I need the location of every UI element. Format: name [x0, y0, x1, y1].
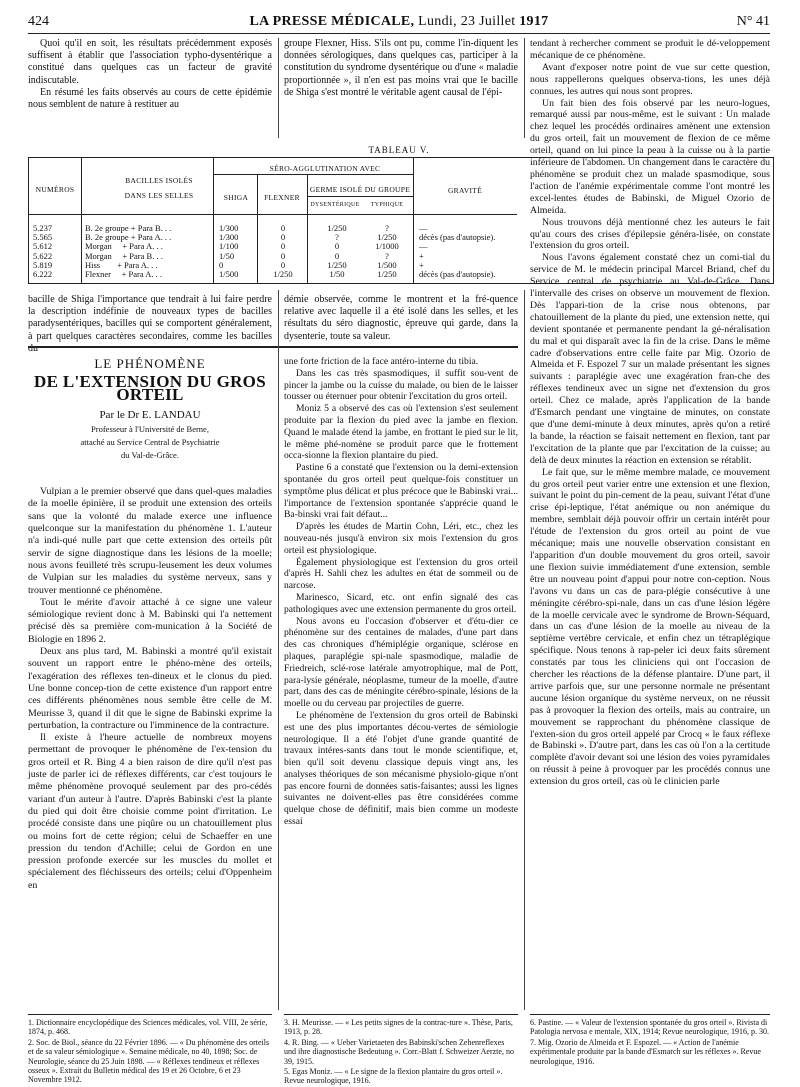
col-header-bacilles: BACILLES ISOLÉS — [125, 176, 193, 185]
journal-title — [28, 14, 770, 30]
paragraph: Avant d'exposer notre point de vue sur cette question, nous rappellerons quelques observa-tions, les unes déjà connues, les autres qui nous sont propres. — [530, 61, 770, 97]
footnote: 7. Mig. Ozorio de Almeida et F. Espozel. — « Action de l'anémie expérimentale produite par la bande d'Esmarch sur les réflexes ». Revue neurologique, 1916. — [530, 1037, 761, 1066]
author-affiliation: attaché au Service Central de Psychiatrie — [80, 437, 220, 448]
table-cell-gravite: — décès (pas d'autopsie). — + + décès (pas d'autopsie). — [419, 223, 496, 280]
paragraph: Vulpian a le premier observé que dans quel-ques maladies de la moelle épinière, il se produit une extension des orteils sans que la volonté du malade exerce une influence quelconque sur la manifestation du phénomène 1. L'auteur n'a indi-qué nulle part que cette extension des orteils pût servir de signe diagnostique dans les lésions de la moelle; nous avons feuilleté très scrupu-leusement les deux volumes de Vulpian sur les maladies du système nerveux, sans y trouver mentionné ce phénomène. — [28, 486, 272, 596]
paragraph: Un fait bien des fois observé par les neuro-logues, remarqué aussi par nous-même, est le suivant : Un malade chez lequel les procédés ordinaires amènent une extension du gros orteil, fait un mouvement de flexion de ce même orteil, quand on lui pince la peau à la cuisse ou à la partie inférieure de l'abdomen. Un changement dans le caractère du phénomène se produit chez un malade spasmodique, sous l'action de l'anémie expérimentale comme l'ont montré les excel-lentes études de Babinski, de Miguel Ozorio de Almeida. — [530, 97, 770, 216]
footnote: 6. Pastine. — « Valeur de l'extension spontanée du gros orteil ». Rivista di Patologia nervosa e mentale, XIX, 1914; Revue neurologique, 1916, p. 30. — [530, 1018, 770, 1037]
paragraph: une forte friction de la face antéro-interne du tibia. — [284, 356, 479, 367]
footnotes-column-1 — [28, 1018, 272, 1086]
paragraph: Dans les cas très spasmodiques, il suffit sou-vent de pincer la jambe ou la cuisse du malade, ou bien de le laisser tousser ou éternuer pour obtenir l'excitation du gros orteil. — [284, 367, 518, 403]
paragraph: Quoi qu'il en soit, les résultats précédemment exposés suffisent à établir que l'association typho-dysentérique a constitué dans quelques cas un facteur de gravité indiscutable. — [28, 38, 272, 86]
table-vline — [81, 158, 82, 283]
article-heading — [28, 358, 272, 460]
paragraph: Il existe à l'heure actuelle de nombreux moyens permettant de provoquer le phénomène de l'ex-tension du gros orteil et R. Bing 4 a bien raison de dire qu'il n'est pas juste de parler ici de réflexes différents, car c'est toujours le même phénomène provoqué seulement par des pro-cédés variant d'un auteur à l'autre. D'après Babinski c'est la plante du pied qui doit être choisie comme point d'irritation. Le procédé consiste dans une piqûre ou un chatouillement plus ou moins fort de cette région; celui de Schaeffer en une pression du tendon d'Achille; celui de Gordon en une pression profonde exercée sur les muscles du mollet et spécialement des fléchisseurs des orteils; celui d'Oppenheim en — [28, 732, 272, 891]
col-header-bacilles-sub: DANS LES SELLES — [124, 191, 194, 200]
paragraph: Le fait que, sur le même membre malade, ce mouvement du gros orteil peut varier entre une extension et une flexion, suivant le point du pin-cement de la peau, suivant l'état d'une crise épi-leptique, l'état anémique ou non anémique du membre, semblait déjà pouvoir offrir un certain intérêt pour l'étude de l'extension du gros orteil au point de vue mécanique; mais une nouvelle observation consistant en l'apparition d'un double mouvement du gros orteil, savoir une flexion suivie immédiatement d'une extension, semble être un nouveau point d'appui pour notre con-ception. Nous l'avons vu dans un cas de para-plégie consécutive à une méningite cérébro-spi-nale, dans un cas d'une lésion légère de la moelle cervicale avec le syndrome de Brown-Séquard, dans un cas d'une lésion de la moelle au niveau de la septième vertèbre cervicale, et enfin chez un tétraplégique spécifique. Nous tenons à rap-peler ici deux faits sûrement constatés par tous les cliniciens qui ont l'occasion de chercher les réactions de la défense plantaire. D'une part, il arrive parfois que, sur une personne normale ne présentant aucune lésion organique du système nerveux, on ne réussit pas à provoquer la flexion des orteils, mais au contraire, un mouvement se rapprochant du phénomène classique de l'exten-sion du gros orteil appelé par Crocq « le faux réflexe de Babinski ». D'autre part, dans les cas où l'on a la certitude complète d'avoir devant soi une lésion des voies pyramidales on réussit à peine à provoquer par les procédés connus une extension du gros orteil, cas où le clinicien parle — [530, 466, 770, 788]
article-column-1 — [28, 354, 272, 892]
col-header-flexner: FLEXNER — [264, 193, 300, 202]
table-cell-dysenterique: 1/250 ? 0 0 1/250 1/50 — [327, 223, 347, 280]
issue-number: N° 41 — [736, 14, 770, 29]
paragraph: tendant à rechercher comment se produit le dé-veloppement mécanique de ce phénomène. — [530, 38, 770, 61]
column-rule — [278, 290, 279, 1010]
col-header-numeros: NUMÉROS — [35, 185, 75, 194]
col-header-sero: SÉRO-AGGLUTINATION AVEC — [269, 164, 381, 173]
col-header-typhique: TYPHIQUE — [370, 202, 404, 208]
table-caption: TABLEAU V. — [368, 145, 430, 155]
paragraph: Tout le mérite d'avoir attaché à ce signe une valeur sémiologique revient donc à M. Babinski qui l'a nettement précisé dès sa première com-munication à la Société de Biologie en 1896 2. — [28, 596, 272, 645]
table-hline — [29, 214, 517, 215]
header-rule — [28, 33, 770, 34]
footnote-rule — [284, 1014, 518, 1015]
footnote: 5. Egas Moniz. — « Le signe de la flexion plantaire du gros orteil ». Revue neurologique, 1916. — [284, 1067, 503, 1086]
paragraph: En résumé les faits observés au cours de cette épidémie nous semblent de nature à restituer au — [28, 86, 272, 111]
article-separator — [28, 346, 518, 348]
column-rule — [524, 38, 525, 138]
paragraph: Également physiologique est l'extension du gros orteil d'après H. Sahli chez les adultes en état de sommeil ou de narcose. — [284, 556, 518, 592]
article-author: Par le Dr E. LANDAU — [99, 408, 201, 421]
table-cell-num: 5.237 5.565 5.612 5.622 5.819 6.222 — [33, 223, 53, 280]
paragraph: Pastine 6 a constaté que l'extension ou la demi-extension spontanée du gros orteil peut quelque-fois constituer un symptôme plus délicat et plus précoce que le Babinski vrai... l'importance de l'extension spontanée s'apprécie quand le Ba-binski vrai fait défaut... — [284, 462, 518, 521]
paragraph: Nous trouvons déjà mentionné chez les auteurs le fait qu'au cours des crises d'épilepsie généra-lisée, on constate l'extension du gros orteil. — [530, 216, 770, 252]
footnote: 2. Soc. de Biol., séance du 22 Février 1896. — « Du phénomène des orteils et de sa valeur sémiologique ». Semaine médicale, no 40, 1898; Soc. de Neurologie, séance du 25 Juin 1898. — « Réflexes tendineux et réflexes osseux ». Extrait du Bulletin médical des 19 et 26 Octobre, 6 et 23 Novembre 1912. — [28, 1037, 270, 1085]
journal-name: LA PRESSE MÉDICALE, — [249, 14, 415, 29]
article-column-3 — [530, 38, 770, 788]
table-cell-shiga: 1/300 1/300 1/100 1/50 0 1/500 — [219, 223, 239, 280]
footnote-rule — [28, 1014, 272, 1015]
article-title-small: LE PHÉNOMÈNE — [94, 356, 206, 371]
running-header — [28, 14, 770, 30]
paragraph: Marinesco, Sicard, etc. ont enfin signalé des cas pathologiques avec une extension permanente du gros orteil. — [284, 591, 518, 615]
table-cell-flexner: 0 0 0 0 0 1/250 — [273, 223, 293, 280]
issue-year: 1917 — [519, 14, 549, 29]
paragraph: Nous avons eu l'occasion d'observer et d'étu-dier ce phénomène sur des centaines de malades, d'une part dans des cas chroniques d'hémiplégie organique, sclérose en plaques, paraplégie spi-nale spasmodique, maladie de Friedreich, sclé-rose latérale amyotrophique, mal de Pott, para-lysie générale, néoplasme, tumeur de la moelle, d'autre part, dans des cas de méningite cérébro-spinale, lésions de la moelle ou du cerveau par projectiles de guerre. — [284, 615, 518, 710]
paragraph: Nous l'avons également constaté chez un comi-tial du service de M. le médecin principal Marcel Briand, chef du Service central de psychiatrie au Val-de-Grâce. Dans l'intervalle des crises on observe un mouvement de flexion. Dès l'appari-tion de la crise nous obtenons, par chatouillement de la plante du pied, une extension nette, qui devient spontanée et permanente pendant la gé-néralisation du mal et qui disparaît avec la fin de la crise. Dans le même cadre d'observations entre celle faite par Mig. Ozorio de Almeida et F. Espozel 7 sur un malade présentant les signes suivants : paraplégie avec une exagération fran-che des réflexes tendineux avec un signe net d'extension du gros orteil. Chez ce malade, après l'application de la bande d'Esmarch pendant une vingtaine de minutes, on constate que d'une demi-minute à deux minutes, après qu'on a retiré la bande, la réaction se faisait nettement en flexion, tant par l'excitation de la plante que par l'excitation de la cuisse; au delà de deux minutes la réaction en extension se rétablit. — [530, 252, 770, 466]
paragraph: bacille de Shiga l'importance que tendrait à lui faire perdre la description indéfinie de nouveaux types de bacilles paradysentériques, bacilles qui se comportent généralement, à part quelques caractères secondaires, comme les bacilles du — [28, 294, 272, 354]
column-rule — [278, 38, 279, 138]
table-vline — [213, 158, 214, 283]
footnote: 3. H. Meurisse. — « Les petits signes de la contrac-ture ». Thèse, Paris, 1913, p. 28. — [284, 1018, 513, 1037]
footnotes-column-2 — [284, 1018, 518, 1087]
table-hline — [307, 196, 413, 197]
author-affiliation: du Val-de-Grâce. — [121, 450, 179, 461]
table-vline — [257, 174, 258, 283]
paragraph: démie observée, comme le montrent et la fré-quence relative avec laquelle il a été isolé dans les selles, et les résultats du séro diagnostic, épreuve qui garde, dans la dysenterie, toute sa valeur. — [284, 294, 518, 342]
paragraph: Le phénomène de l'extension du gros orteil de Babinski est une des plus importantes décou-vertes de sémiologie neurologique. Il a été l'objet d'une grande quantité de travaux intéres-sants dans tout le monde scientifique, et, bien qu'il soit devenu classique depuis vingt ans, les analyses théoriques de son mécanisme physiolo-gique n'ont pas encore fourni de données satis-faisantes; aussi les lignes suivantes ne doivent-elles pas être considérées comme quelque chose de définitif, mais bien comme un modeste essai — [284, 709, 518, 828]
top-column-1 — [28, 38, 272, 111]
table-vline — [413, 158, 414, 283]
table-vline — [307, 174, 308, 283]
page-number: 424 — [28, 14, 49, 29]
col-header-dysenterique: DYSENTÉRIQUE — [310, 202, 360, 208]
paragraph: groupe Flexner, Hiss. S'ils ont pu, comme l'in-diquent les données sérologiques, dans quelques cas, participer à la constitution du syndrome dysentérique ou d'une « maladie proportionnée », il n'en est pas moins vrai que le bacille de Shiga s'est montré le véritable agent causal de l'épi- — [284, 38, 518, 98]
paragraph: Deux ans plus tard, M. Babinski a montré qu'il existait souvent un rapport entre le phéno-mène des orteils, l'exagération des réflexes ten-dineux et le clonus du pied. Une bonne concep-tion de cette existence d'un rapport entre ces différents phénomènes nous semble être celle de M. Meurisse 3, quand il dit que le signe de Babinski exprime la perturbation, la contracture ou l'imminence de la contracture. — [28, 646, 272, 731]
paragraph: Moniz 5 a observé des cas où l'extension s'est seulement produite par la flexion du pied avec la jambe en flexion. Quand le malade étend la jambe, en frottant le pied sur le lit, le même phé-nomène se produit parce que le frottement occa-sionne la flexion plantaire du pied. — [284, 403, 518, 462]
footnote-rule — [530, 1014, 770, 1015]
col-header-germe: GERME ISOLÉ DU GROUPE — [309, 185, 411, 194]
article-column-2 — [284, 356, 518, 828]
issue-date: Lundi, 23 Juillet — [418, 14, 516, 29]
table-hline — [213, 174, 413, 175]
table-cell-typhique: ? 1/250 1/1000 ? 1/500 1/250 — [375, 223, 399, 280]
col-header-shiga: SHIGA — [223, 193, 249, 202]
footnotes-column-3 — [530, 1018, 770, 1067]
mid-column-2 — [284, 294, 518, 343]
col-header-gravite: GRAVITÉ — [447, 186, 483, 195]
author-affiliation: Professeur à l'Université de Berne, — [91, 424, 209, 435]
column-rule — [524, 290, 525, 1010]
footnote: 4. R. Bing. — « Ueber Varietaeten des Babinski'schen Zehenreflexes und ihre diagnostische Bedeutung ». Corr.-Blatt f. Schweizer Aerzte, no 39, 1915. — [284, 1037, 514, 1066]
top-column-2 — [284, 38, 518, 99]
footnote: 1. Dictionnaire encyclopédique des Sciences médicales, vol. VIII, 2e série, 1874, p. 468. — [28, 1018, 268, 1037]
article-title: DE L'EXTENSION DU GROS ORTEIL — [34, 372, 266, 404]
table-cell-bacilles: B. 2e groupe + Para B. . . B. 2e groupe + Para A. . . Morgan + Para A. . . Morgan + Para B. . . Hiss + Para A. . . Flexner + Para A. . . — [85, 223, 172, 280]
paragraph: D'après les études de Martin Cohn, Léri, etc., chez les nouveau-nés jusqu'à environ six mois l'extension du gros orteil est physiologique. — [284, 521, 518, 556]
